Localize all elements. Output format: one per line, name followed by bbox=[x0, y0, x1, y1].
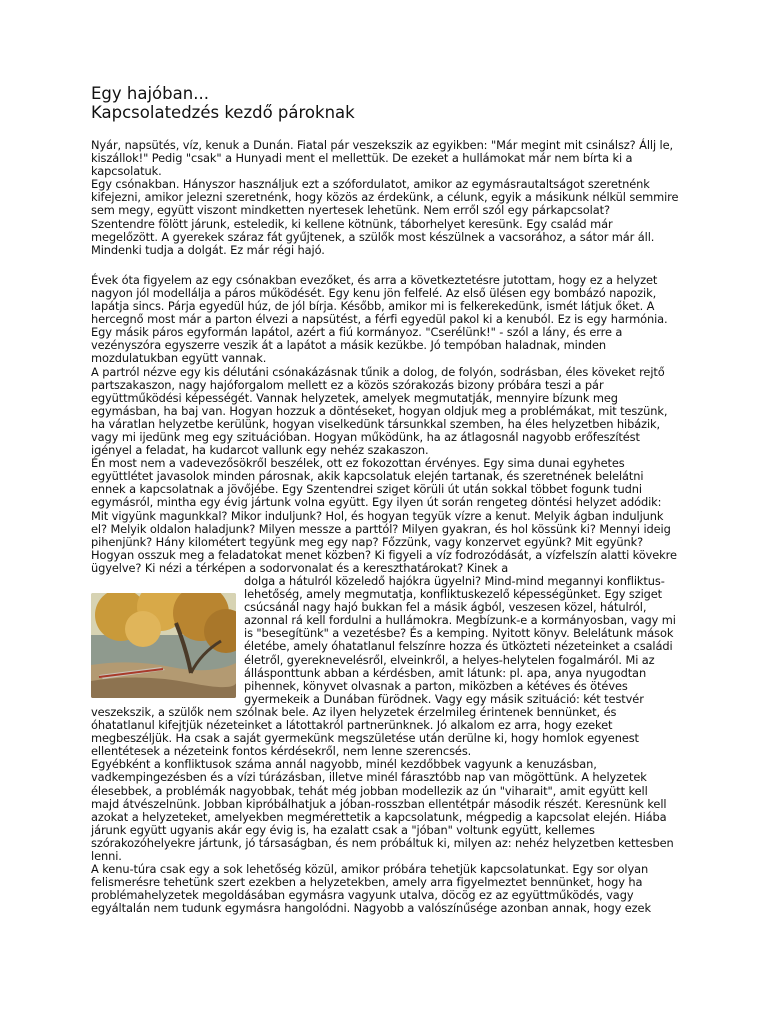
title-line-1: Egy hajóban... bbox=[91, 84, 209, 103]
intro-paragraph: Nyár, napsütés, víz, kenuk a Dunán. Fiatal pár veszekszik az egyikben: "Már megint mit csinálsz? Állj le, kiszállok!" Pedig "csak" a Hunyadi ment el mellettük. De ezeket a hullámokat már nem bírta ki a kapcsolatuk. bbox=[91, 138, 674, 179]
body-paragraph: A kenu-túra csak egy a sok lehetőség közül, amikor próbára tehetjük kapcsolatunkat. Egy sor olyan felismerésre tehetünk szert ezekben a helyzetekben, amely arra figyelmeztet bennünket, hogy ha problémahelyzetek megoldásában egymásra vagyunk utalva, döcög ez az együttműködés, vagy egyáltalán nem tudunk egymásra hangolódni. Nagyobb a valószínűsége azonban annak, hogy ezek bbox=[91, 862, 651, 916]
wrapped-paragraph: dolga a hátulról közeledő hajókra ügyelni? Mind-mind megannyi konfliktus-lehetőség, amely megmutatja, konfliktuskezelő képességünket. Egy sziget csúcsánál nagy hajó bukkan fel a másik ágból, veszesen közel, hátulról, azonnal rá kell fordulni a hullámokra. Megbízunk-e a kormányosban, vagy mi is "besegítünk" a vezetésbe? És a kemping. Nyitott könyv. Belelátunk mások életébe, amely óhatatlanul felszínre hozza és ütközteti nézeteinket a családi életről, gyereknevelésről, elveinkről, a helyes-helytelen fogalmáról. Mi az állásponttunk abban a kérdésben, amit látunk: pl. apa, anya nyugodtan pihennek, könyvet olvasnak a parton, miközben a kétéves és ötéves gyermekeik a Dunában fürödnek. Vagy egy másik szituáció: két testvér veszekszik, a szülők nem szólnak bele. Az ilyen helyzetek érzelmileg érintenek bennünket, és óhatatlanul kifejtjük nézeteinket a látottakról partnerünknek. Jó alkalom ez arra, hogy ezeket megbeszéljük. Ha csak a saját gyermekünk megszületése után derülne ki, hogy homlok egyenest ellentétesek a nézeteink fontos kérdésekről, nem lenne szerencsés. bbox=[91, 574, 676, 759]
title-line-2: Kapcsolatedzés kezdő pároknak bbox=[91, 103, 355, 122]
article bbox=[91, 84, 679, 915]
article-title bbox=[91, 84, 679, 122]
body-paragraph: Én most nem a vadevezősökről beszélek, ott ez fokozottan érvényes. Egy sima dunai egyhetes együttlétet javasolok minden párosnak, akik kapcsolatuk elején tartanak, és szeretnének belelátni ennek a kapcsolatnak a jövőjébe. Egy Szentendrei sziget körüli út után sokkal többet fogunk tudni egymásról, mintha egy évig jártunk volna együtt. Egy ilyen út során rengeteg döntési helyzet adódik: Mit vigyünk magunkkal? Mikor induljunk? Hol, és hogyan tegyük vízre a kenut. Melyik ágban induljunk el? Melyik oldalon haladjunk? Milyen messze a parttól? Milyen gyakran, és hol kössünk ki? Mennyi ideig pihenjünk? Hány kilométert tegyünk meg egy nap? Főzzünk, vagy konzervet együnk? Mit együnk? Hogyan osszuk meg a feladatokat menet közben? Ki figyeli a víz fodrozódását, a vízfelszín alatti kövekre ügyelve? Ki nézi a térképen a sodorvonalat és a kereszthatárokat? Kinek a bbox=[91, 456, 677, 575]
intro-paragraph: Szentendre fölött járunk, esteledik, ki kellene kötnünk, táborhelyet keresünk. Egy család már megelőzött. A gyerekek száraz fát gyűjtenek, a szülők most készülnek a vacsorához, a sátor már áll. Mindenki tudja a dolgát. Ez már régi hajó. bbox=[91, 216, 655, 257]
body-paragraph: A partról nézve egy kis délutáni csónakázásnak tűnik a dolog, de folyón, sodrásban, éles köveket rejtő partszakaszon, nagy hajóforgalom mellett ez a közös szórakozás bizony próbára teszi a pár együttműködési képességét. Vannak helyzetek, amelyek megmutatják, mennyire bízunk meg egymásban, ha baj van. Hogyan hozzuk a döntéseket, hogyan oldjuk meg a problémákat, mit teszünk, ha váratlan helyzetbe kerülünk, hogyan viselkedünk társunkkal szemben, ha éles helyzetben hibázik, vagy mi ijedünk meg egy szituációban. Hogyan működünk, ha az átlagosnál nagyobb erőfeszítést igényel a feladat, ha kudarcot vallunk egy nehéz szakaszon. bbox=[91, 364, 668, 458]
intro-paragraph: Egy csónakban. Hányszor használjuk ezt a szófordulatot, amikor az egymásrautaltságot szeretnénk kifejezni, amikor jelezni szeretnénk, hogy közös az érdekünk, a célunk, egyik a másikunk nélkül semmire sem megy, együtt viszont mindketten nyertesek lehetünk. Nem erről szól egy párkapcsolat? bbox=[91, 177, 679, 218]
riverbank-kayak-photo bbox=[91, 593, 236, 698]
riverbank-photo-icon bbox=[91, 593, 236, 698]
body-paragraph: Egyébként a konfliktusok száma annál nagyobb, minél kezdőbbek vagyunk a kenuzásban, vadkempingezésben és a vízi túrázásban, illetve minél fárasztóbb nap van mögöttünk. A helyzetek élesebbek, a problémák nagyobbak, tehát még jobban modellezik az ún "viharait", amit együtt kell majd átvészelnünk. Jobban kipróbálhatjuk a jóban-rosszban ellentétpár második részét. Keresnünk kell azokat a helyzeteket, amelyekben megmérettetik a kapcsolatunk, mégpedig a kapcsolat elején. Hiába járunk együtt ugyanis akár egy évig is, ha ezalatt csak a "jóban" voltunk együtt, kellemes szórakozóhelyekre jártunk, jó társaságban, és nem próbáltuk ki, milyen az: nehéz helyzetben kettesben lenni. bbox=[91, 757, 674, 863]
body-paragraph: Évek óta figyelem az egy csónakban evezőket, és arra a következtetésre jutottam, hogy ez a helyzet nagyon jól modellálja a páros működését. Egy kenu jön felfelé. Az első ülésen egy bombázó napozik, lapátja sincs. Párja egyedül húz, de jól bírja. Később, amikor mi is felkerekedünk, ismét látjuk őket. A hercegnő most már a parton élvezi a napsütést, a férfi egyedül pakol ki a kenuból. Ez is egy harmónia. bbox=[91, 272, 668, 327]
body-paragraph: Egy másik páros egyformán lapátol, azért a fiú kormányoz. "Cserélünk!" - szól a lány, és erre a vezényszóra egyszerre veszik át a lapátot a másik kezükbe. Jó tempóban haladnak, minden mozdulatukban együtt vannak. bbox=[91, 325, 623, 366]
